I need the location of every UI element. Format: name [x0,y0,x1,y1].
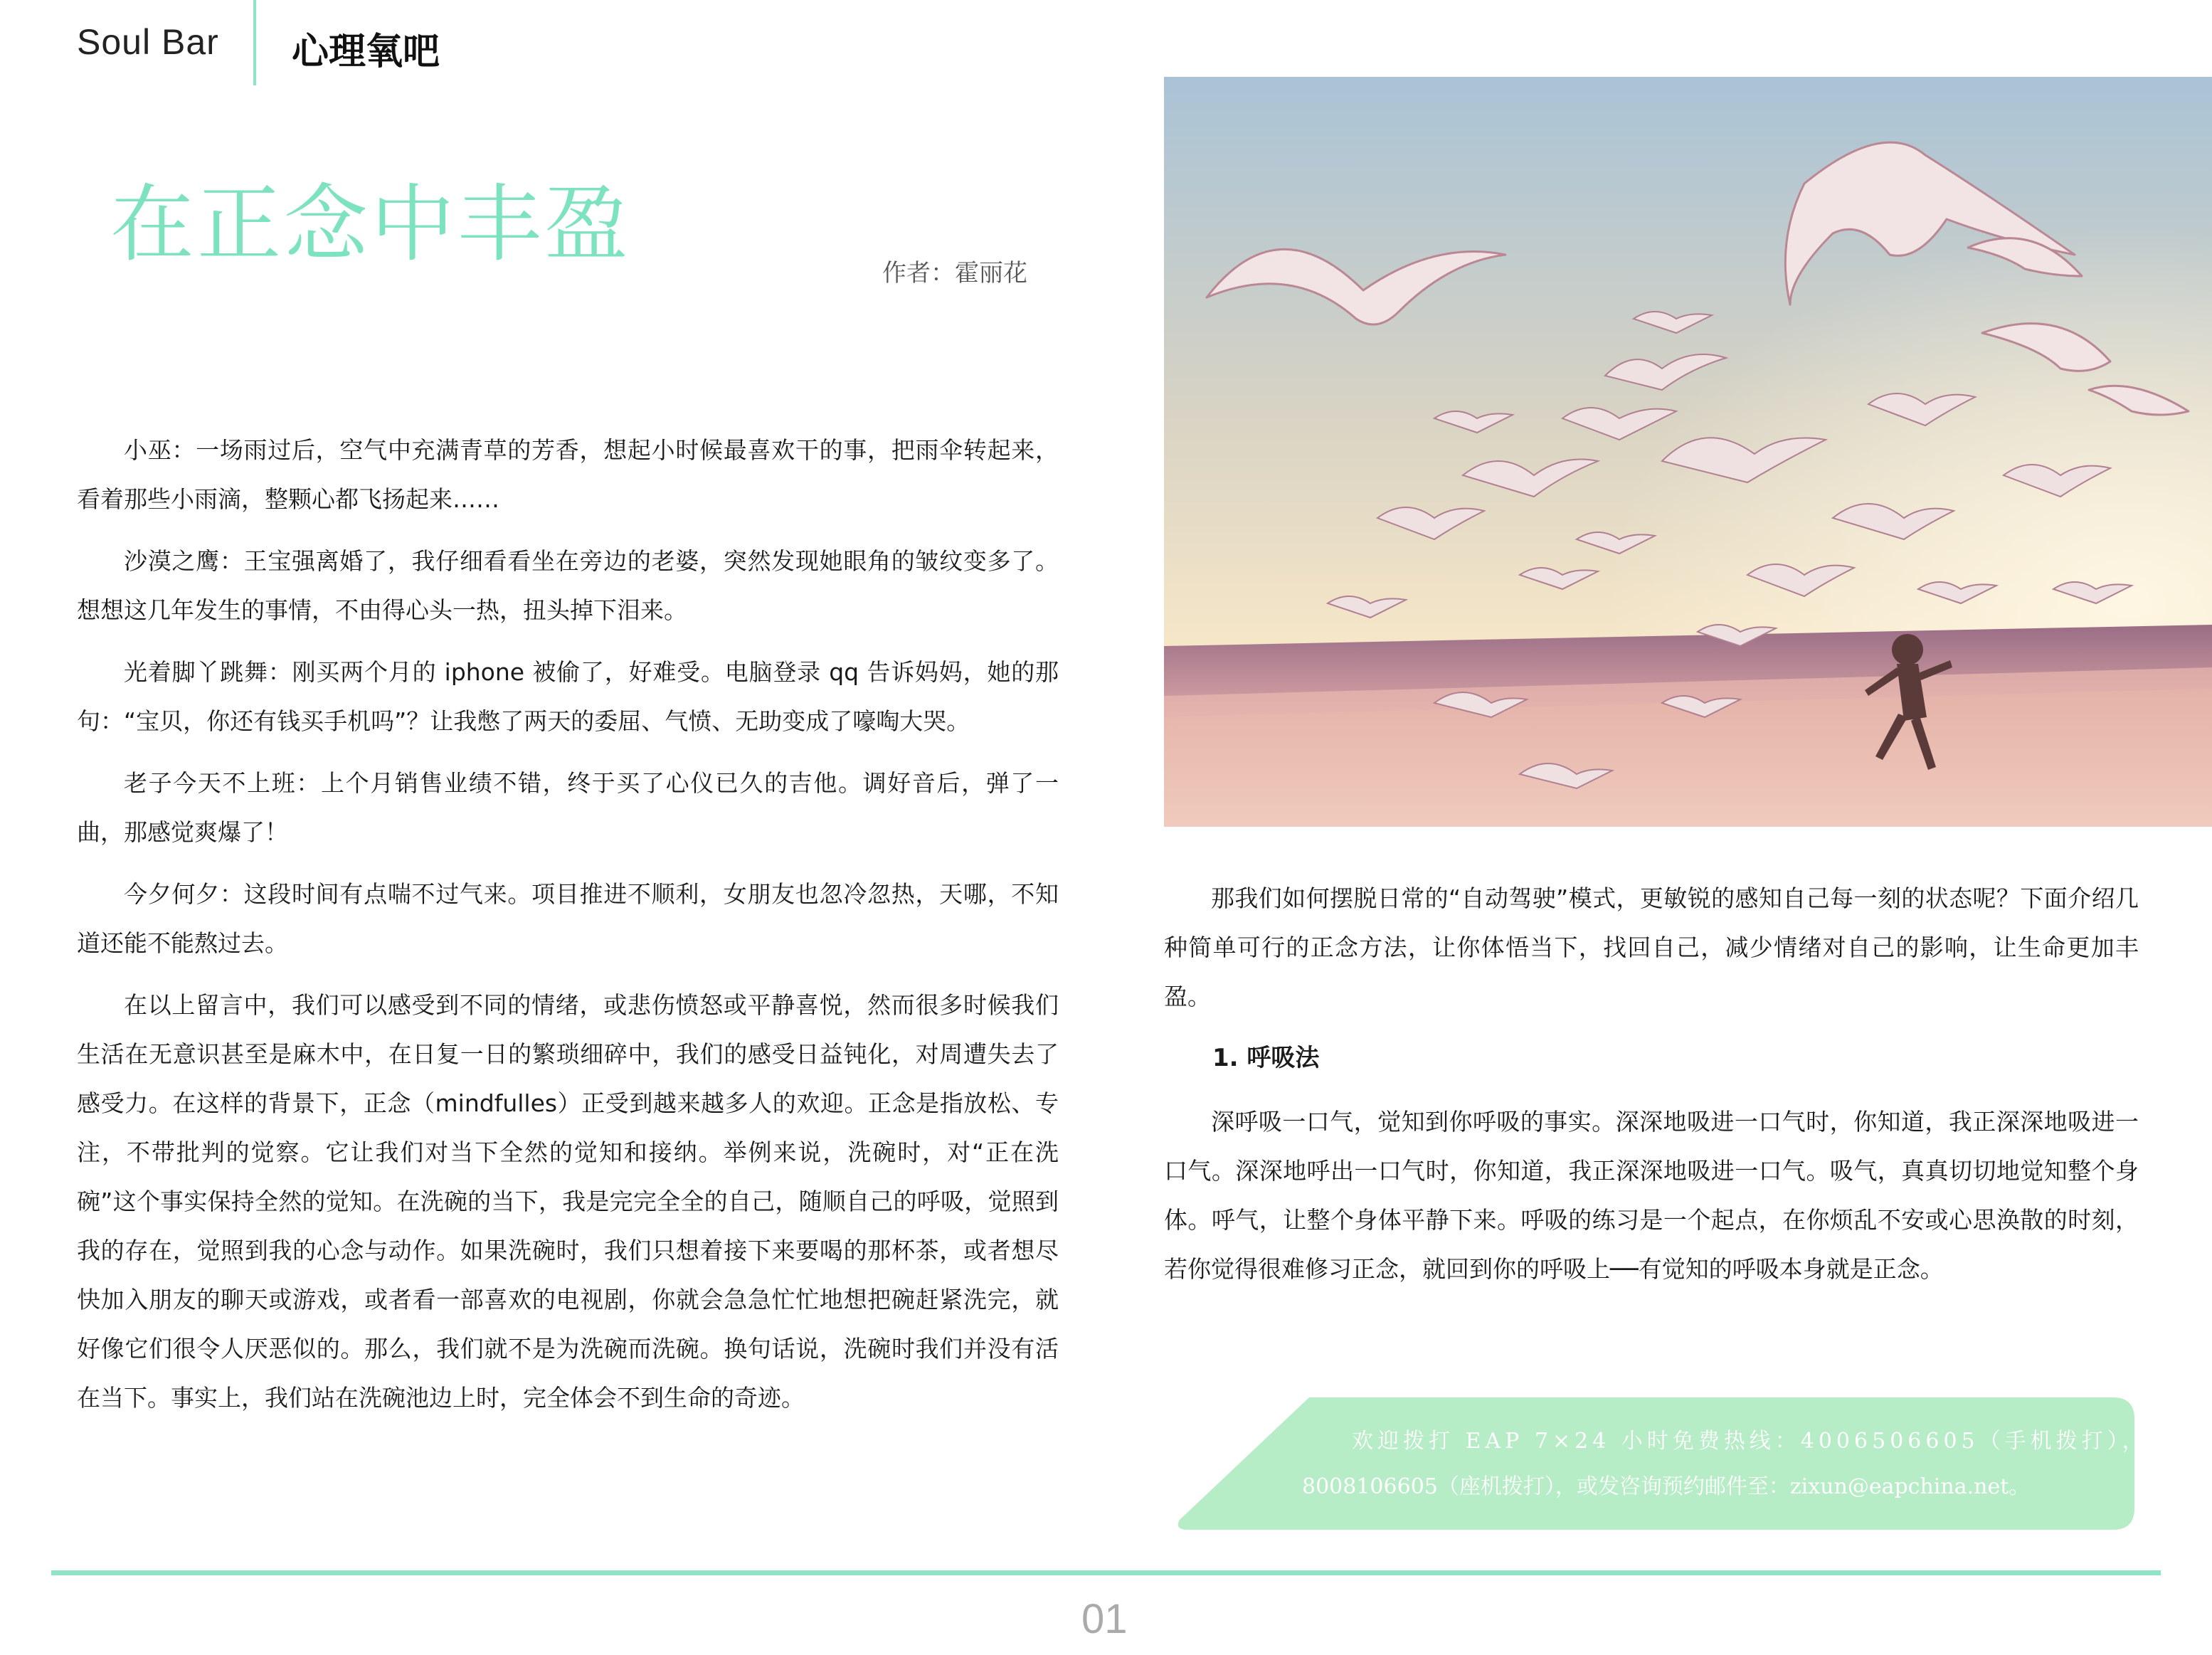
paragraph: 那我们如何摆脱日常的“自动驾驶”模式，更敏锐的感知自己每一刻的状态呢？下面介绍几种简单可行的正念方法，让你体悟当下，找回自己，减少情绪对自己的影响，让生命更加丰盈。 [1164,884,2139,1010]
section-label-cn: 心理氧吧 [292,30,440,73]
article-author: 作者：霍丽花 [882,259,1027,287]
right-column [1164,874,2139,1306]
article-title: 在正念中丰盈 [110,175,632,273]
paragraph: 深呼吸一口气，觉知到你呼吸的事实。深深地吸进一口气时，你知道，我正深深地吸进一口气。深深地呼出一口气时，你知道，我正深深地吸进一口气。吸气，真真切切地觉知整个身体。呼气，让整个身体平静下来。呼吸的练习是一个起点，在你烦乱不安或心思涣散的时刻，若你觉得很难修习正念，就回到你的呼吸上──有觉知的呼吸本身就是正念。 [1164,1108,2139,1283]
section-label-en: Soul Bar [77,22,219,62]
paragraph: 光着脚丫跳舞：刚买两个月的 iphone 被偷了，好难受。电脑登录 qq 告诉妈妈，她的那句：“宝贝，你还有钱买手机吗”？让我憋了两天的委屈、气愤、无助变成了嚎啕大哭。 [77,658,1059,735]
paragraph: 小巫：一场雨过后，空气中充满青草的芳香，想起小时候最喜欢干的事，把雨伞转起来，看着那些小雨滴，整颗心都飞扬起来…… [77,436,1059,513]
hotline-line-1: 欢迎拨打 EAP 7×24 小时免费热线：4006506605（手机拨打）， [1352,1429,2148,1454]
method-heading: 1. 呼吸法 [1212,1044,1320,1072]
page-number: 01 [1081,1596,1128,1642]
paragraph: 在以上留言中，我们可以感受到不同的情绪，或悲伤愤怒或平静喜悦，然而很多时候我们生活在无意识甚至是麻木中，在日复一日的繁琐细碎中，我们的感受日益钝化，对周遭失去了感受力。在这样的背景下，正念（mindfulles）正受到越来越多人的欢迎。正念是指放松、专注，不带批判的觉察。它让我们对当下全然的觉知和接纳。举例来说，洗碗时，对“正在洗碗”这个事实保持全然的觉知。在洗碗的当下，我是完完全全的自己，随顺自己的呼吸，觉照到我的存在，觉照到我的心念与动作。如果洗碗时，我们只想着接下来要喝的那杯茶，或者想尽快加入朋友的聊天或游戏，或者看一部喜欢的电视剧，你就会急急忙忙地想把碗赶紧洗完，就好像它们很令人厌恶似的。那么，我们就不是为洗碗而洗碗。换句话说，洗碗时我们并没有活在当下。事实上，我们站在洗碗池边上时，完全体会不到生命的奇迹。 [77,991,1059,1412]
left-column [77,425,1059,1435]
seagull-beach-photo [1164,77,2212,827]
paragraph: 老子今天不上班：上个月销售业绩不错，终于买了心仪已久的吉他。调好音后，弹了一曲，那感觉爽爆了！ [77,769,1059,846]
hotline-banner [1174,1397,2148,1530]
hotline-line-2: 8008106605（座机拨打），或发咨询预约邮件至：zixun@eapchina.net。 [1302,1474,2031,1499]
paragraph: 今夕何夕：这段时间有点喘不过气来。项目推进不顺利，女朋友也忽冷忽热，天哪，不知道还能不能熬过去。 [77,880,1059,957]
paragraph: 沙漠之鹰：王宝强离婚了，我仔细看看坐在旁边的老婆，突然发现她眼角的皱纹变多了。想想这几年发生的事情，不由得心头一热，扭头掉下泪来。 [77,547,1059,624]
footer-rule [51,1570,2161,1575]
header-divider [253,0,256,85]
